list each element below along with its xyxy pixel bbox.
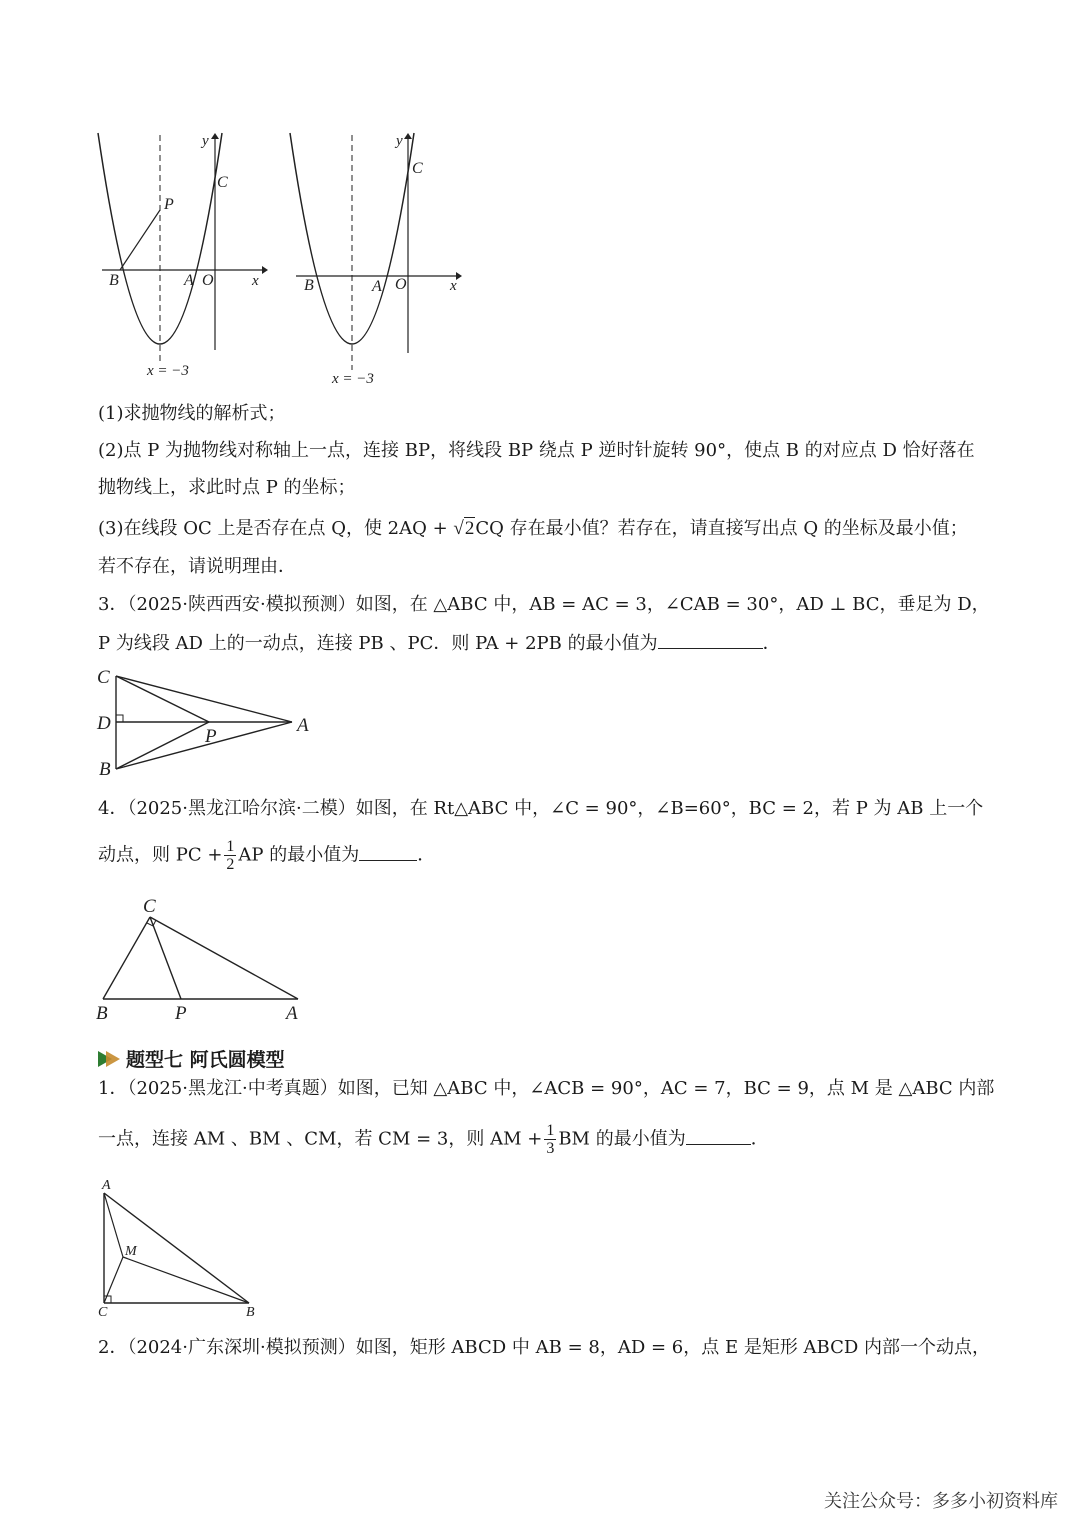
point-label: A [102,1178,111,1193]
triangle-figure-q4 [92,892,322,1027]
answer-blank [658,630,763,649]
point-label: D [97,713,111,734]
question-4-line1: 4．（2025·黑龙江哈尔滨·二模）如图，在 Rt△ABC 中，∠C = 90°，∠B=60°，BC = 2，若 P 为 AB 上一个 [98,798,984,819]
symmetry-axis-label: x = −3 [332,371,374,387]
part-2-text-line1: (2)点 P 为抛物线对称轴上一点，连接 BP，将线段 BP 绕点 P 逆时针旋转 90°，使点 B 的对应点 D 恰好落在 [98,440,975,461]
point-label: B [96,1003,108,1024]
point-label: A [286,1003,298,1024]
part-3-text-line1: (3)在线段 OC 上是否存在点 Q，使 2AQ + √2CQ 存在最小值？若存在，请直接写出点 Q 的坐标及最小值； [98,518,968,539]
point-label: C [412,160,423,177]
fraction: $\frac{1}{2}$ [226,838,235,873]
point-label: A [184,272,194,289]
point-label: O [202,272,214,289]
point-label: P [175,1003,187,1024]
part-1-text: (1)求抛物线的解析式； [98,403,286,424]
point-label: C [143,896,156,917]
point-label: O [395,276,407,293]
x-axis-label: x [450,278,457,294]
sqrt-expression: √2 [453,518,475,539]
answer-blank [359,842,417,861]
section-question-1-line2: 一点，连接 AM 、BM 、CM，若 CM = 3，则 AM + $\frac{1}{3}$ BM 的最小值为 ． [98,1122,769,1157]
question-3-line2: P 为线段 AD 上的一动点，连接 PB 、PC．则 PA + 2PB 的最小值为 ． [98,630,781,656]
point-label: C [98,1305,108,1320]
triangle-figure-q3 [92,662,322,782]
answer-blank [686,1126,751,1145]
point-label: M [125,1244,137,1259]
point-label: P [164,196,174,213]
point-label: B [246,1305,255,1320]
point-label: A [372,278,382,295]
point-label: C [97,667,110,688]
question-4-line2: 动点，则 PC + $\frac{1}{2}$ AP 的最小值为 ． [98,838,436,873]
y-axis-label: y [396,133,403,149]
fraction: $\frac{1}{3}$ [546,1122,555,1157]
arrow-marker-icon [98,1050,122,1068]
y-axis-label: y [202,133,209,149]
section-header [98,1045,285,1072]
point-label: P [205,726,217,747]
section-question-1-line1: 1．（2025·黑龙江·中考真题）如图，已知 △ABC 中，∠ACB = 90°，AC = 7，BC = 9，点 M 是 △ABC 内部 [98,1078,995,1099]
point-label: C [217,174,228,191]
parabola-figure-left [92,125,272,385]
question-3-line1: 3．（2025·陕西西安·模拟预测）如图，在 △ABC 中，AB = AC = 3，∠CAB = 30°，AD ⊥ BC，垂足为 D， [98,594,990,615]
point-label: B [99,759,111,780]
point-label: B [109,272,119,289]
x-axis-label: x [252,273,259,289]
part-2-text-line2: 抛物线上，求此时点 P 的坐标； [98,477,356,498]
section-title: 题型七 阿氏圆模型 [126,1049,285,1071]
triangle-figure-s1 [92,1172,272,1322]
parabola-figure-right [284,125,469,390]
point-label: A [297,715,309,736]
symmetry-axis-label: x = −3 [147,363,189,379]
part-3-text-line2: 若不存在，请说明理由． [98,556,296,577]
section-question-2-line1: 2．（2024·广东深圳·模拟预测）如图，矩形 ABCD 中 AB = 8，AD = 6，点 E 是矩形 ABCD 内部一个动点， [98,1337,991,1358]
point-label: B [304,277,314,294]
footer-watermark: 关注公众号：多多小初资料库 [824,1491,1058,1512]
